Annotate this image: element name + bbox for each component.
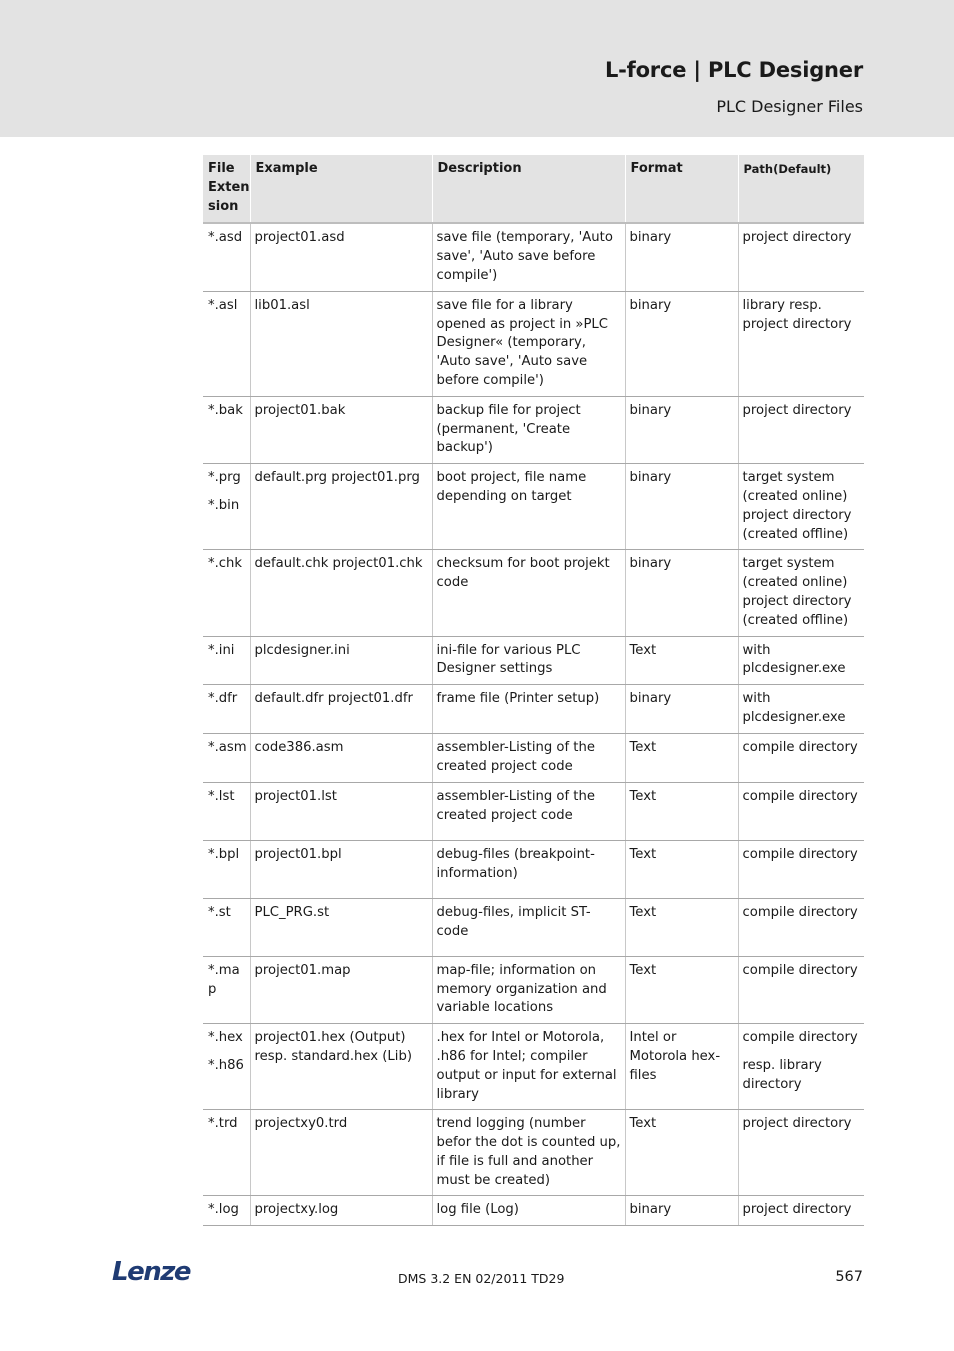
format-cell: [625, 550, 738, 636]
example-cell: [250, 685, 432, 734]
extension-cell-text: *.asl: [208, 297, 238, 313]
path-cell-text: compile directory: [742, 1030, 858, 1046]
format-cell: [625, 1024, 738, 1110]
example-cell-text: code386.asm: [254, 740, 344, 756]
extension-cell: [203, 396, 250, 463]
example-cell: [250, 898, 432, 956]
description-cell-text: log file (Log): [436, 1202, 519, 1218]
extension-cell: [203, 898, 250, 956]
path-cell-text: compile directory: [742, 788, 858, 804]
extension-cell-text: *.log: [208, 1202, 239, 1218]
description-cell: [432, 550, 625, 636]
example-cell: [250, 782, 432, 840]
extension-cell: [203, 223, 250, 291]
format-cell-text: Text: [629, 740, 657, 756]
format-cell: [625, 636, 738, 685]
extension-cell-text: *.bak: [208, 402, 243, 418]
extension-cell: [203, 1196, 250, 1226]
path-cell: [738, 956, 864, 1023]
file-extensions-table: [203, 155, 864, 1226]
format-cell: [625, 782, 738, 840]
extension-cell: [203, 685, 250, 734]
description-cell-text: ini-file for various PLC Designer settings: [436, 642, 581, 677]
format-cell-text: Text: [629, 1116, 657, 1132]
path-cell: [738, 840, 864, 898]
example-cell-text: project01.hex (Output) resp. standard.hex (Lib): [254, 1030, 412, 1064]
table-header-row: [203, 155, 864, 223]
description-cell-text: backup file for project (permanent, 'Create backup'): [436, 402, 581, 456]
table-row: [203, 1196, 864, 1226]
table-body: [203, 223, 864, 1226]
description-cell-text: debug-files (breakpoint-information): [436, 846, 595, 881]
path-cell-text: target system (created online) project directory (created offline): [742, 470, 852, 542]
description-cell-text: boot project, file name depending on target: [436, 470, 587, 504]
format-cell: [625, 956, 738, 1023]
example-cell-text: default.prg project01.prg: [254, 470, 420, 486]
path-cell: [738, 734, 864, 783]
path-cell-text: project directory: [742, 1116, 852, 1132]
format-cell-text: binary: [629, 470, 672, 486]
table-row: [203, 734, 864, 783]
format-cell-text: Text: [629, 904, 657, 920]
example-cell: [250, 223, 432, 291]
description-cell: [432, 840, 625, 898]
extension-cell: [203, 1110, 250, 1196]
description-cell-text: save file (temporary, 'Auto save', 'Auto save before compile'): [436, 230, 613, 283]
extension-cell-text: *.lst: [208, 788, 235, 804]
extension-cell-text: *.bin: [208, 497, 240, 513]
description-cell-text: .hex for Intel or Motorola, .h86 for Intel; compiler output or input for external library: [436, 1030, 617, 1102]
table-row: [203, 550, 864, 636]
table-row: [203, 956, 864, 1023]
path-cell: [738, 1196, 864, 1226]
extension-cell-text: *.dfr: [208, 691, 238, 707]
extension-cell: [203, 956, 250, 1023]
description-cell-text: checksum for boot projekt code: [436, 556, 610, 591]
description-cell: [432, 1024, 625, 1110]
format-cell-text: binary: [629, 1202, 672, 1218]
example-cell: [250, 550, 432, 636]
description-cell: [432, 956, 625, 1023]
table-row: [203, 291, 864, 396]
path-cell-text: resp. library directory: [742, 1057, 822, 1092]
path-cell-text: project directory: [742, 230, 852, 246]
description-cell: [432, 396, 625, 463]
example-cell: [250, 1196, 432, 1226]
example-cell-text: projectxy.log: [254, 1202, 339, 1218]
format-cell-text: binary: [629, 297, 672, 313]
path-cell-text: project directory: [742, 402, 852, 418]
format-cell-text: binary: [629, 402, 672, 418]
example-cell-text: plcdesigner.ini: [254, 642, 350, 658]
format-cell-text: Text: [629, 788, 657, 804]
path-cell-text: compile directory: [742, 740, 858, 756]
example-cell-text: lib01.asl: [254, 297, 310, 313]
format-cell: [625, 464, 738, 550]
example-cell-text: PLC_PRG.st: [254, 904, 330, 920]
table-row: [203, 840, 864, 898]
extension-cell-text: *.hex: [208, 1030, 243, 1046]
description-cell: [432, 685, 625, 734]
format-cell: [625, 685, 738, 734]
example-cell: [250, 636, 432, 685]
table-row: [203, 464, 864, 550]
description-cell-text: debug-files, implicit ST-code: [436, 904, 591, 939]
format-cell-text: Text: [629, 642, 657, 658]
example-cell-text: projectxy0.trd: [254, 1116, 348, 1132]
example-cell: [250, 291, 432, 396]
format-cell: [625, 291, 738, 396]
extension-cell: [203, 840, 250, 898]
path-cell: [738, 291, 864, 396]
page-title: L-force | PLC Designer: [604, 58, 863, 82]
description-cell: [432, 734, 625, 783]
extension-cell: [203, 782, 250, 840]
table-row: [203, 223, 864, 291]
path-cell: [738, 636, 864, 685]
example-cell: [250, 1024, 432, 1110]
extension-cell: [203, 1024, 250, 1110]
path-cell: [738, 782, 864, 840]
format-cell-text: Text: [629, 962, 657, 978]
path-cell: [738, 685, 864, 734]
path-cell-text: library resp. project directory: [742, 297, 852, 332]
description-cell: [432, 223, 625, 291]
path-cell: [738, 396, 864, 463]
format-cell: [625, 898, 738, 956]
description-cell-text: save file for a library opened as project in »PLC Designer« (temporary, 'Auto save', 'Auto save before compile'): [436, 297, 608, 388]
format-cell-text: Text: [629, 846, 657, 862]
extension-cell-text: *.h86: [208, 1057, 244, 1073]
path-cell: [738, 1024, 864, 1110]
format-cell-text: binary: [629, 230, 672, 246]
example-cell: [250, 840, 432, 898]
column-header-format: Format: [625, 155, 738, 223]
format-cell: [625, 223, 738, 291]
format-cell-text: Intel or Motorola hex-files: [629, 1030, 721, 1083]
extension-cell: [203, 464, 250, 550]
table-row: [203, 1024, 864, 1110]
format-cell: [625, 840, 738, 898]
column-header-description: Description: [432, 155, 625, 223]
example-cell-text: project01.lst: [254, 788, 337, 804]
description-cell-text: assembler-Listing of the created project code: [436, 788, 595, 823]
extension-cell: [203, 636, 250, 685]
column-header-path: Path(Default): [738, 155, 864, 223]
path-cell-text: project directory: [742, 1202, 852, 1218]
extension-cell-text: *.prg: [208, 470, 241, 486]
description-cell-text: assembler-Listing of the created project code: [436, 740, 595, 774]
example-cell: [250, 734, 432, 783]
extension-cell: [203, 550, 250, 636]
example-cell-text: project01.map: [254, 962, 351, 978]
description-cell: [432, 291, 625, 396]
path-cell: [738, 898, 864, 956]
table-row: [203, 782, 864, 840]
description-cell: [432, 1196, 625, 1226]
extension-cell: [203, 734, 250, 783]
table-row: [203, 636, 864, 685]
table-row: [203, 396, 864, 463]
column-header-file-extension: File Exten sion: [203, 155, 250, 223]
description-cell-text: map-file; information on memory organization and variable locations: [436, 962, 607, 1016]
extension-cell: [203, 291, 250, 396]
path-cell: [738, 223, 864, 291]
example-cell-text: default.chk project01.chk: [254, 556, 423, 572]
example-cell-text: project01.bak: [254, 402, 346, 418]
description-cell: [432, 636, 625, 685]
extension-cell-text: *.trd: [208, 1116, 238, 1132]
page-subtitle: PLC Designer Files: [716, 97, 863, 116]
description-cell: [432, 782, 625, 840]
document-id: DMS 3.2 EN 02/2011 TD29: [398, 1271, 565, 1286]
table-row: [203, 1110, 864, 1196]
path-cell-text: compile directory: [742, 962, 858, 978]
format-cell: [625, 1196, 738, 1226]
path-cell-text: compile directory: [742, 846, 858, 862]
format-cell: [625, 734, 738, 783]
extension-cell-text: *.asm: [208, 740, 247, 756]
example-cell-text: project01.asd: [254, 230, 345, 246]
path-cell: [738, 1110, 864, 1196]
path-cell-text: with plcdesigner.exe: [742, 642, 846, 677]
table-row: [203, 898, 864, 956]
example-cell: [250, 1110, 432, 1196]
extension-cell-text: *.asd: [208, 230, 243, 246]
path-cell-text: compile directory: [742, 904, 858, 920]
description-cell: [432, 1110, 625, 1196]
extension-cell-text: *.bpl: [208, 846, 240, 862]
description-cell-text: trend logging (number befor the dot is counted up, if file is full and another must be created): [436, 1116, 621, 1188]
format-cell-text: binary: [629, 691, 672, 707]
example-cell: [250, 464, 432, 550]
extension-cell-text: *.ma p: [208, 962, 240, 997]
extension-cell-text: *.ini: [208, 642, 235, 658]
extension-cell-text: *.st: [208, 904, 231, 920]
extension-cell-text: *.chk: [208, 556, 243, 572]
description-cell: [432, 464, 625, 550]
format-cell: [625, 396, 738, 463]
path-cell-text: with plcdesigner.exe: [742, 691, 846, 725]
table-row: [203, 685, 864, 734]
path-cell-text: target system (created online) project directory (created offline): [742, 556, 852, 628]
lenze-logo: Lenze: [112, 1257, 190, 1287]
path-cell: [738, 550, 864, 636]
example-cell-text: project01.bpl: [254, 846, 342, 862]
example-cell: [250, 396, 432, 463]
description-cell-text: frame file (Printer setup): [436, 691, 600, 707]
example-cell-text: default.dfr project01.dfr: [254, 691, 413, 707]
page-number: 567: [835, 1269, 863, 1285]
description-cell: [432, 898, 625, 956]
example-cell: [250, 956, 432, 1023]
format-cell-text: binary: [629, 556, 672, 572]
format-cell: [625, 1110, 738, 1196]
column-header-example: Example: [250, 155, 432, 223]
path-cell: [738, 464, 864, 550]
